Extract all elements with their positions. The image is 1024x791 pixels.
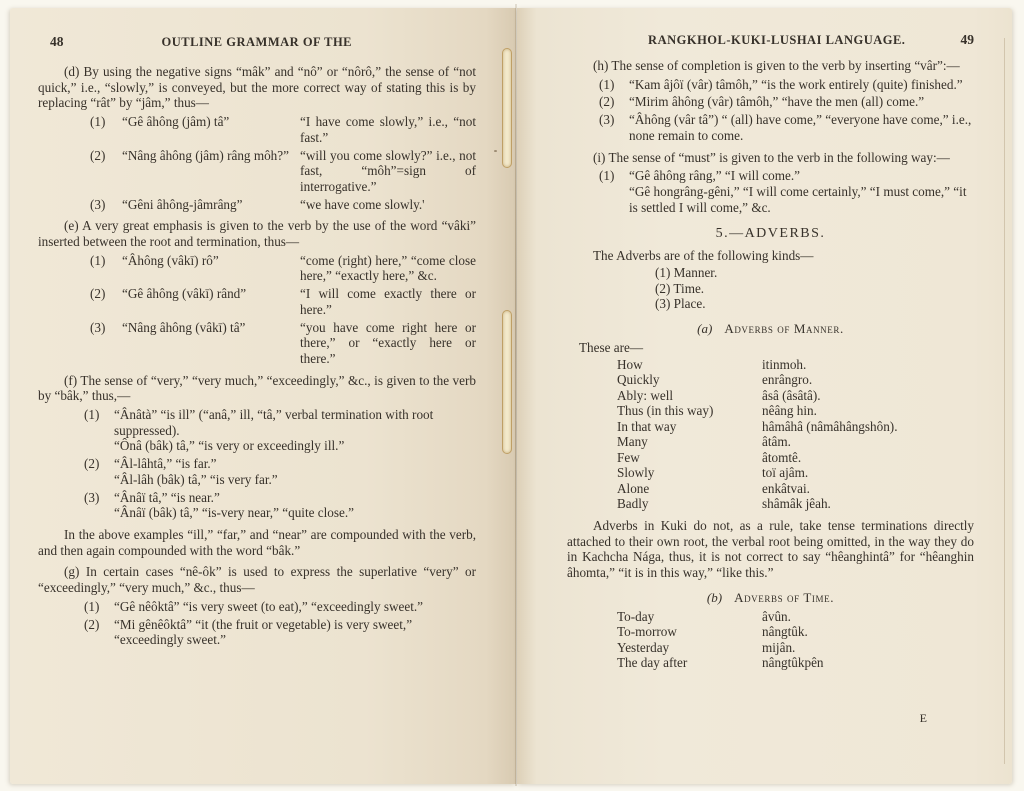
vocab-row [617, 624, 974, 640]
example-line: “Gê hongrâng-gêni,” “I will come certainly,” “I must come,” “it is settled I will come,” &c. [629, 183, 967, 215]
manner-vocab-list [617, 357, 974, 512]
kuki-note-paragraph: Adverbs in Kuki do not, as a rule, take tense terminations directly attached to their own root, the verbal root being omitted, in the way they do in Kachcha Nága, thus, it is not correct to say “hêanghintâ” for “hêanghin âhomta,” “it is in this way,” “like this.” [567, 517, 974, 580]
vocab-translation: âvûn. [762, 608, 791, 624]
vocab-term: Thus (in this way) [617, 403, 714, 419]
example-line: “Gê nêôktâ” “is very sweet (to eat),” “exceedingly sweet.” [114, 598, 424, 614]
subheading-title: Adverbs of Time. [734, 589, 835, 605]
example-gloss: “come (right) here,” “come close here,” “exactly here,” &c. [300, 252, 476, 284]
example-gloss: “will you come slowly?” i.e., not fast, “môh”=sign of interrogative.” [300, 147, 476, 194]
example-gloss: “we have come slowly.' [300, 196, 425, 212]
example-number: (3) [90, 196, 106, 212]
example-number: (1) [90, 114, 106, 130]
example-row-h3 [599, 112, 974, 143]
subheading-prefix: (a) [697, 321, 713, 337]
vocab-term: Quickly [617, 372, 660, 388]
running-head-right [567, 32, 974, 48]
example-body [114, 456, 476, 487]
vocab-translation: nêâng hin. [762, 403, 817, 419]
example-row-h2 [599, 94, 974, 110]
vocab-term: Yesterday [617, 639, 670, 655]
example-line: “Ânâï tâ,” “is near.” [114, 489, 220, 505]
vocab-translation: toï ajâm. [762, 465, 809, 481]
paper-speck [494, 150, 497, 152]
paragraph-g: (g) In certain cases “nê-ôk” is used to express the superlative “very” or “exceedingly,” “very much,” &c., thus— [38, 564, 476, 596]
kind-item: (1) Manner. [655, 265, 718, 281]
example-number: (2) [599, 94, 615, 110]
binding-stitch [502, 310, 512, 454]
example-line: “Âl-lâh (bâk) tâ,” “is very far.” [114, 471, 278, 487]
time-vocab-list [617, 609, 974, 671]
example-row-f1 [84, 407, 476, 454]
vocab-row [617, 640, 974, 656]
vocab-row [617, 481, 974, 497]
subheading-manner [567, 321, 974, 337]
sheet-edge [1004, 38, 1005, 764]
vocab-row [617, 450, 974, 466]
adverbs-intro: The Adverbs are of the following kinds— [593, 248, 814, 264]
subheading-time [567, 590, 974, 606]
paragraph-d: (d) By using the negative signs “mâk” and “nô” or “nôrô,” the sense of “not quick,” i.e., “slowly,” is conveyed, but the more correct way of stating this is by replacing “rât” by “jâm,” thus— [38, 64, 476, 111]
these-are-label: These are— [579, 340, 644, 356]
vocab-term: Many [617, 434, 648, 450]
section-heading-adverbs: 5.—ADVERBS. [715, 226, 826, 242]
example-number: (2) [84, 456, 100, 472]
vocab-row [617, 419, 974, 435]
kind-item: (3) Place. [655, 296, 706, 312]
example-row-d1 [90, 114, 476, 145]
vocab-translation: nângtûk. [762, 624, 808, 640]
paragraph-compound: In the above examples “ill,” “far,” and “near” are compounded with the verb, and then again compounded with the word “bâk.” [38, 526, 476, 558]
vocab-translation: enkâtvai. [762, 480, 810, 496]
page-left [10, 8, 516, 784]
page-right [517, 8, 1012, 784]
vocab-translation: hâmâhâ (nâmâhângshôn). [762, 418, 898, 434]
example-number: (3) [90, 319, 106, 335]
example-row-i1 [599, 168, 974, 215]
vocab-translation: enrângro. [762, 372, 813, 388]
example-number: (1) [599, 76, 615, 92]
vocab-row [617, 372, 974, 388]
example-body [629, 112, 974, 143]
example-kuki: “Gê âhông (jâm) tâ” [122, 114, 230, 130]
example-gloss: “you have come right here or there,” or “exactly here or there.” [300, 319, 476, 366]
page-number-right: 49 [960, 32, 974, 47]
example-number: (1) [84, 598, 100, 614]
example-kuki: “Gêni âhông-jâmrâng” [122, 196, 243, 212]
example-line: “Ônâ (bâk) tâ,” “is very or exceedingly ill.” [114, 438, 345, 454]
signature-mark: E [919, 711, 928, 725]
vocab-term: Slowly [617, 465, 655, 481]
example-line: “Ânâï (bâk) tâ,” “is-very near,” “quite close.” [114, 505, 355, 521]
example-number: (1) [90, 252, 106, 268]
vocab-translation: âsâ (âsâtâ). [762, 387, 821, 403]
vocab-row [617, 434, 974, 450]
vocab-term: Badly [617, 496, 649, 512]
vocab-row [617, 357, 974, 373]
example-kuki: “Gê âhông (vâkī) rând” [122, 286, 247, 302]
example-kuki: “Nâng âhông (vâkī) tâ” [122, 319, 246, 335]
vocab-translation: âtomtê. [762, 449, 802, 465]
example-row-d3 [90, 197, 476, 213]
vocab-term: In that way [617, 418, 677, 434]
vocab-translation: âtâm. [762, 434, 791, 450]
vocab-translation: nângtûkpên [762, 655, 824, 671]
example-body [629, 94, 974, 110]
vocab-term: How [617, 356, 643, 372]
running-head-left [38, 34, 476, 50]
example-body [114, 599, 476, 615]
example-number: (2) [90, 286, 106, 302]
vocab-term: Ably: well [617, 387, 674, 403]
vocab-translation: shâmâk jêah. [762, 496, 831, 512]
running-title-right: RANGKHOL-KUKI-LUSHAI LANGUAGE. [648, 33, 906, 47]
example-line: “Âhông (vâr tâ”) “ (all) have come,” “everyone have come,” i.e., none remain to come. [629, 112, 972, 143]
vocab-row [617, 609, 974, 625]
vocab-term: The day after [617, 655, 688, 671]
vocab-term: Alone [617, 480, 650, 496]
example-kuki: “Nâng âhông (jâm) râng môh?” [122, 147, 289, 163]
fold-line [515, 4, 517, 786]
subheading-title: Adverbs of Manner. [724, 321, 844, 337]
example-row-e3 [90, 320, 476, 367]
example-row-d2 [90, 148, 476, 195]
vocab-row [617, 465, 974, 481]
adverb-kinds-list [655, 265, 974, 312]
example-row-f2 [84, 456, 476, 487]
example-row-e1 [90, 253, 476, 284]
vocab-term: To-day [617, 608, 655, 624]
example-line: “Gê âhông râng,” “I will come.” [629, 168, 800, 184]
example-line: “Kam âjôï (vâr) tâmôh,” “is the work entirely (quite) finished.” [629, 76, 963, 92]
example-body [629, 168, 974, 215]
page-number-left: 48 [50, 34, 64, 49]
vocab-translation: mijân. [762, 639, 796, 655]
example-line: “Âl-lâhtâ,” “is far.” [114, 456, 217, 472]
vocab-row [617, 388, 974, 404]
example-number: (3) [599, 112, 615, 128]
example-gloss: “I have come slowly,” i.e., “not fast.” [300, 114, 476, 145]
example-line: “Mirim âhông (vâr) tâmôh,” “have the men (all) come.” [629, 94, 925, 110]
vocab-term: Few [617, 449, 640, 465]
example-row-f3 [84, 490, 476, 521]
binding-stitch [502, 48, 512, 168]
running-title-left: OUTLINE GRAMMAR OF THE [161, 35, 353, 49]
vocab-row [617, 496, 974, 512]
example-row-h1 [599, 77, 974, 93]
kind-item: (2) Time. [655, 280, 705, 296]
example-number: (2) [84, 616, 100, 632]
vocab-row [617, 655, 974, 671]
example-line: “Mi gênêôktâ” “it (the fruit or vegetable) is very sweet,” “exceedingly sweet.” [114, 616, 413, 648]
example-row-e2 [90, 286, 476, 317]
example-row-g1 [84, 599, 476, 615]
vocab-term: To-morrow [617, 624, 677, 640]
example-line: “Ânâtà” “is ill” (“anâ,” ill, “tâ,” verbal termination with root suppressed). [114, 407, 434, 438]
example-gloss: “I will come exactly there or here.” [300, 286, 476, 317]
example-number: (2) [90, 147, 106, 163]
example-row-g2 [84, 617, 476, 648]
example-body [114, 617, 476, 648]
paragraph-i: (i) The sense of “must” is given to the verb in the following way:— [593, 149, 950, 165]
example-body [629, 77, 974, 93]
subheading-prefix: (b) [706, 589, 723, 605]
vocab-translation: itinmoh. [762, 356, 807, 372]
example-number: (1) [84, 407, 100, 423]
example-kuki: “Âhông (vâkī) rô” [122, 252, 219, 268]
vocab-row [617, 403, 974, 419]
paragraph-f: (f) The sense of “very,” “very much,” “exceedingly,” &c., is given to the verb by “bâk,” thus,— [38, 372, 476, 404]
example-body [114, 407, 476, 454]
paragraph-h: (h) The sense of completion is given to the verb by inserting “vâr”:— [593, 58, 960, 73]
example-body [114, 490, 476, 521]
paragraph-e: (e) A very great emphasis is given to the verb by the use of the word “vâki” inserted between the root and termination, thus— [38, 218, 476, 250]
example-number: (3) [84, 489, 100, 505]
example-number: (1) [599, 168, 615, 184]
